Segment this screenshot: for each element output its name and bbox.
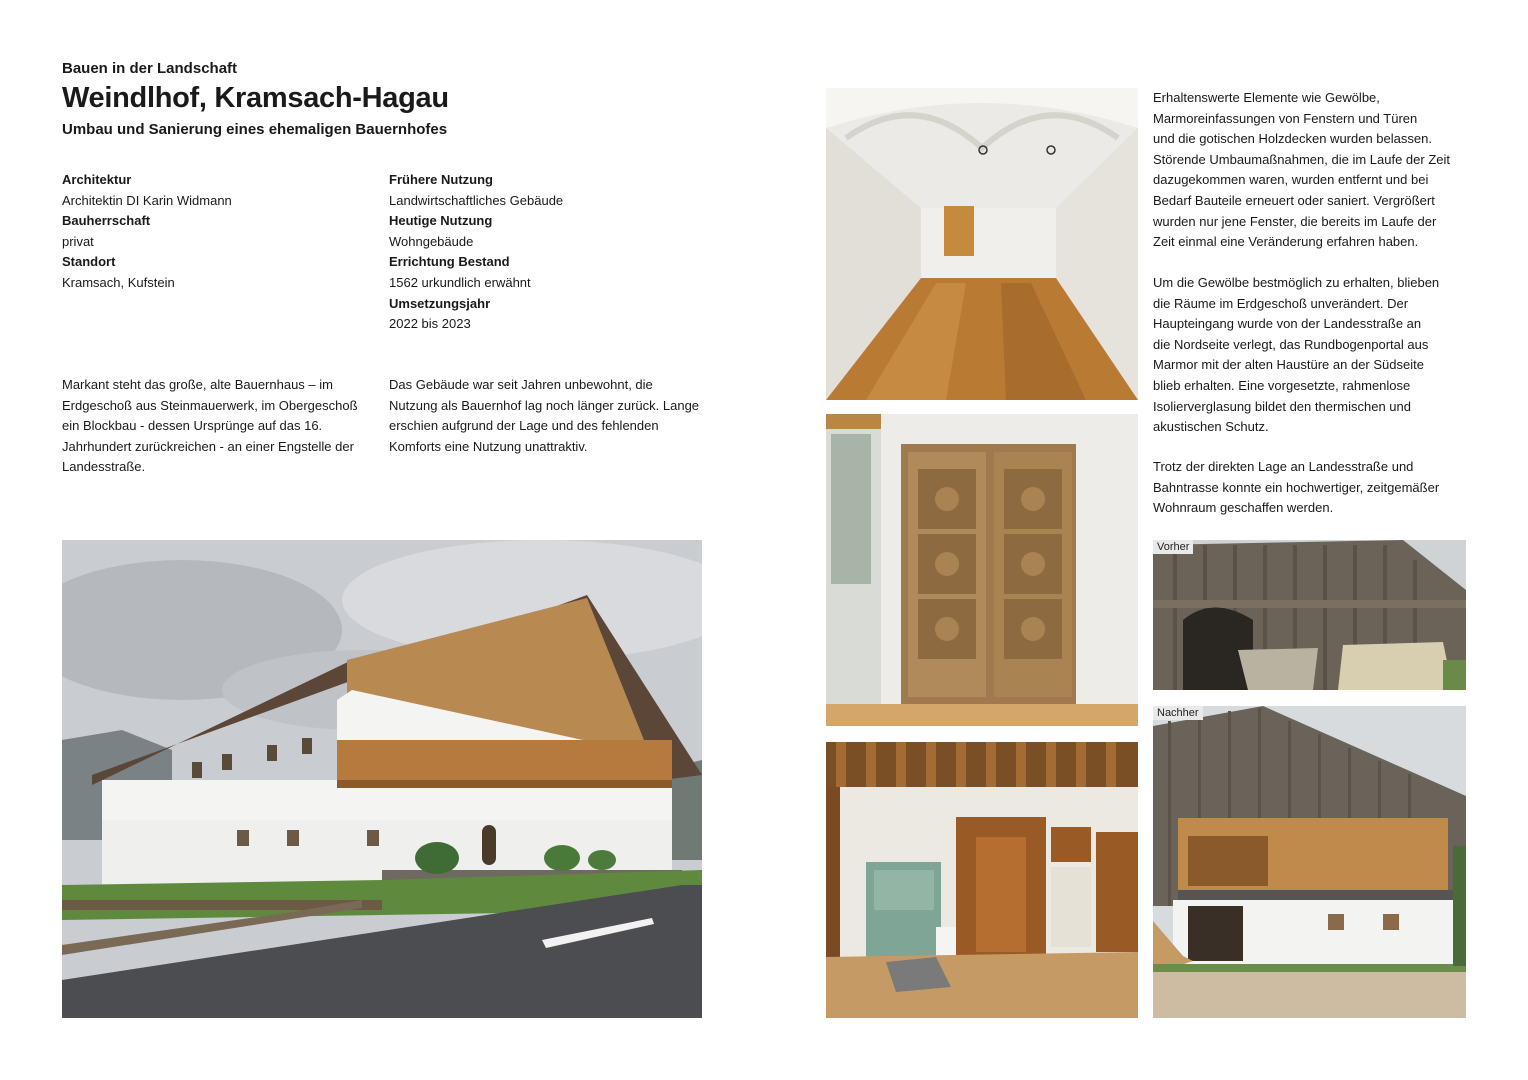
text-line: Wohnraum geschaffen werden. <box>1153 500 1334 516</box>
after-photo <box>1153 706 1466 1018</box>
before-label: Vorher <box>1153 540 1193 554</box>
fact-label: Standort <box>62 254 116 270</box>
text-line: wurden nur jene Fenster, die bereits im Laufe der <box>1153 213 1437 229</box>
text-line: Erhaltenswerte Elemente wie Gewölbe, <box>1153 90 1380 105</box>
text-line: Das Gebäude war seit Jahren unbewohnt, die <box>389 377 653 392</box>
fact-value: 1562 urkundlich erwähnt <box>389 274 531 290</box>
paragraph-1 <box>1153 88 1473 253</box>
text-line: die Räume im Erdgeschoß unverändert. Der <box>1153 295 1409 311</box>
fact-value: Wohngebäude <box>389 233 474 249</box>
text-line: Nutzung als Bauernhof lag noch länger zurück. Lange <box>389 397 700 413</box>
antique-door-photo <box>826 414 1138 726</box>
fact-value: Kramsach, Kufstein <box>62 274 175 290</box>
facts-left <box>62 170 232 294</box>
text-line: ein Blockbau - dessen Ursprünge auf das 16. <box>62 418 323 434</box>
vaulted-hallway-photo <box>826 88 1138 400</box>
text-line: Landesstraße. <box>62 459 146 475</box>
text-line: Komforts eine Nutzung unattraktiv. <box>389 438 588 454</box>
text-line: Um die Gewölbe bestmöglich zu erhalten, blieben <box>1153 275 1440 290</box>
before-photo <box>1153 540 1466 690</box>
text-line: Jahrhundert zurückreichen - an einer Engstelle der <box>62 438 354 454</box>
text-line: Marmoreinfassungen von Fenstern und Türen <box>1153 110 1418 126</box>
text-line: erschien aufgrund der Lage und des fehlenden <box>389 418 659 434</box>
text-line: Störende Umbaumaßnahmen, die im Laufe der Zeit <box>1153 151 1450 167</box>
text-line: die Nordseite verlegt, das Rundbogenportal aus <box>1153 336 1429 352</box>
text-line: Marmor mit der alten Haustüre an der Südseite <box>1153 357 1424 373</box>
fact-value: privat <box>62 233 94 249</box>
fact-value: Architektin DI Karin Widmann <box>62 192 232 208</box>
text-line: Trotz der direkten Lage an Landesstraße und <box>1153 459 1414 474</box>
page-title: Weindlhof, Kramsach-Hagau <box>62 82 449 114</box>
text-line: Haupteingang wurde von der Landesstraße an <box>1153 316 1422 332</box>
page-subtitle: Umbau und Sanierung eines ehemaligen Bauernhofes <box>62 121 448 138</box>
text-line: Zeit einmal eine Veränderung erfahren haben. <box>1153 234 1419 250</box>
fact-label: Architektur <box>62 172 132 187</box>
section-kicker: Bauen in der Landschaft <box>62 60 238 77</box>
text-line: Isolierverglasung bildet den thermischen und <box>1153 398 1411 414</box>
fact-label: Bauherrschaft <box>62 213 151 229</box>
fact-label: Errichtung Bestand <box>389 254 510 270</box>
text-line: blieb erhalten. Eine vorgesetzte, rahmenlose <box>1153 377 1411 393</box>
fact-value: Landwirtschaftliches Gebäude <box>389 192 564 208</box>
text-line: Bahntrasse konnte ein hochwertiger, zeitgemäßer <box>1153 479 1440 495</box>
text-line: Markant steht das große, alte Bauernhaus – im <box>62 377 333 392</box>
stube-interior-photo <box>826 742 1138 1018</box>
fact-label: Umsetzungsjahr <box>389 295 491 311</box>
text-line: und die gotischen Holzdecken wurden belassen. <box>1153 131 1432 147</box>
after-label: Nachher <box>1153 706 1203 720</box>
paragraph-3 <box>1153 457 1473 519</box>
text-line: Bedarf Bauteile erneuert oder saniert. Vergrößert <box>1153 192 1435 208</box>
fact-value: 2022 bis 2023 <box>389 316 471 332</box>
text-line: dazugekommen waren, wurden entfernt und bei <box>1153 172 1429 188</box>
fact-label: Heutige Nutzung <box>389 213 493 229</box>
paragraph-2 <box>1153 273 1473 438</box>
intro-right <box>389 375 719 457</box>
intro-left <box>62 375 372 478</box>
text-line: Erdgeschoß aus Steinmauerwerk, im Obergeschoß <box>62 397 358 413</box>
farmhouse-exterior-photo <box>62 540 702 1018</box>
facts-right <box>389 170 563 335</box>
fact-label: Frühere Nutzung <box>389 172 493 187</box>
text-line: akustischen Schutz. <box>1153 419 1269 435</box>
